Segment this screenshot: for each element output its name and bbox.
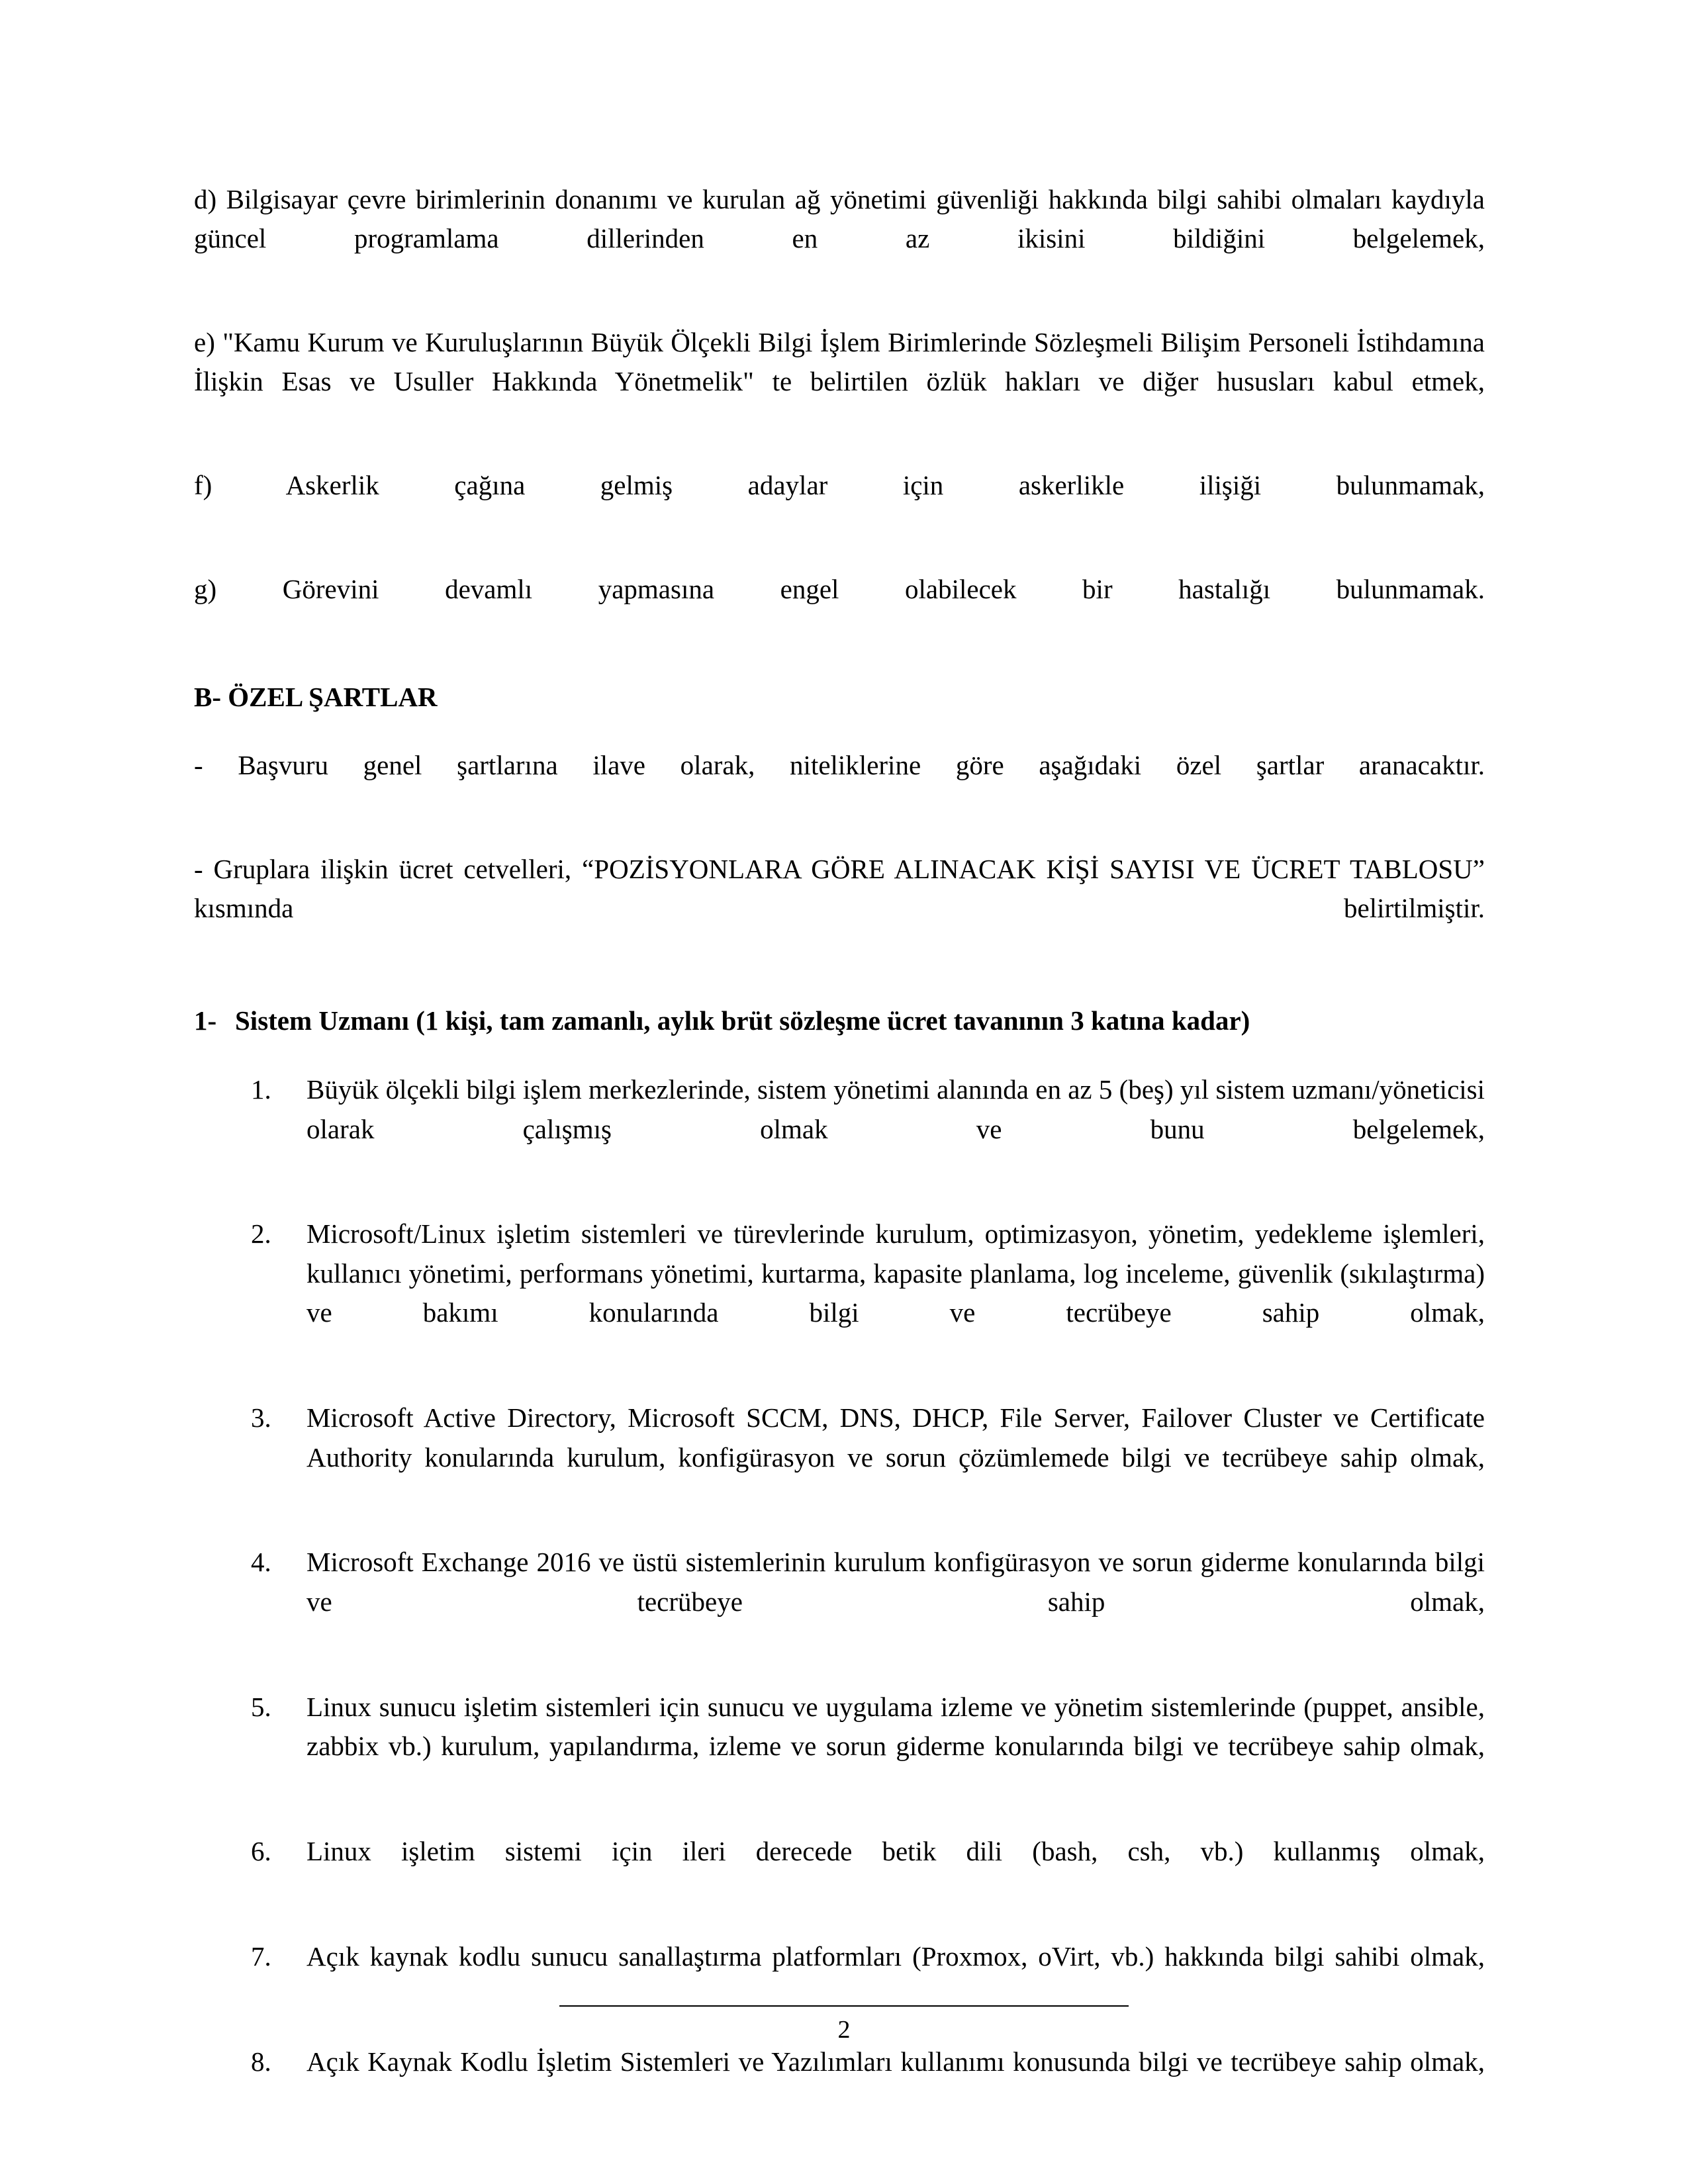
position-group-heading xyxy=(194,1001,1485,1040)
requirement-text: Microsoft/Linux işletim sistemleri ve türevlerinde kurulum, optimizasyon, yönetim, yedekleme işlemleri, kullanıcı yönetimi, performans yönetimi, kurtarma, kapasite planlama, log inceleme, güvenlik (sıkılaştırma) ve bakımı konularında bilgi ve tecrübeye sahip olmak, xyxy=(306,1218,1485,1328)
requirement-text: Microsoft Active Directory, Microsoft SCCM, DNS, DHCP, File Server, Failover Cluster ve Certificate Authority konularında kurulum, konfigürasyon ve sorun çözümlemede bilgi ve tecrübeye sahip olmak, xyxy=(306,1402,1485,1473)
page-footer xyxy=(0,2005,1688,2042)
general-condition-g: g) Görevini devamlı yapmasına engel olabilecek bir hastalığı bulunmamak. xyxy=(194,574,1485,605)
special-conditions-note-2: - Gruplara ilişkin ücret cetvelleri, “POZİSYONLARA GÖRE ALINACAK KİŞİ SAYISI VE ÜCRET TABLOSU” kısmında belirtilmiştir. xyxy=(194,853,1485,923)
requirement-text: Linux işletim sistemi için ileri derecede betik dili (bash, csh, vb.) kullanmış olmak, xyxy=(306,1836,1485,1867)
requirement-item xyxy=(194,1937,1485,2016)
requirement-item xyxy=(194,1832,1485,1911)
requirement-text: Linux sunucu işletim sistemleri için sunucu ve uygulama izleme ve yönetim sistemlerinde (puppet, ansible, zabbix vb.) kurulum, yapılandırma, izleme ve sorun giderme konularında bilgi ve tecrübeye sahip olmak, xyxy=(306,1691,1485,1762)
position-group-number: 1- xyxy=(194,1005,217,1036)
requirement-number: 1. xyxy=(251,1074,271,1105)
requirement-number: 3. xyxy=(251,1402,271,1433)
requirement-item xyxy=(194,1543,1485,1661)
requirement-number: 2. xyxy=(251,1218,271,1250)
document-body xyxy=(194,180,1485,2148)
general-condition-f: f) Askerlik çağına gelmiş adaylar için askerlikle ilişiği bulunmamak, xyxy=(194,470,1485,501)
requirement-item xyxy=(194,1398,1485,1516)
section-heading-special-conditions: B- ÖZEL ŞARTLAR xyxy=(194,682,438,713)
general-condition-e: e) "Kamu Kurum ve Kuruluşlarının Büyük Ölçekli Bilgi İşlem Birimlerinde Sözleşmeli Bilişim Personeli İstihdamına İlişkin Esas ve Usuller Hakkında Yönetmelik" te belirtilen özlük hakları ve diğer hususları kabul etmek, xyxy=(194,327,1485,397)
requirement-item xyxy=(194,2042,1485,2121)
requirement-text: Açık kaynak kodlu sunucu sanallaştırma platformları (Proxmox, oVirt, vb.) hakkında bilgi sahibi olmak, xyxy=(306,1940,1485,1972)
special-conditions-note-1: - Başvuru genel şartlarına ilave olarak, niteliklerine göre aşağıdaki özel şartlar aranacaktır. xyxy=(194,749,1485,780)
footer-separator-line xyxy=(559,2005,1129,2007)
requirement-number: 8. xyxy=(251,2046,271,2077)
general-condition-d: d) Bilgisayar çevre birimlerinin donanımı ve kurulan ağ yönetimi güvenliği hakkında bilgi sahibi olmaları kaydıyla güncel programlama dillerinden en az ikisini bildiğini belgelemek, xyxy=(194,184,1485,254)
requirement-text: Büyük ölçekli bilgi işlem merkezlerinde, sistem yönetimi alanında en az 5 (beş) yıl sistem uzmanı/yöneticisi olarak çalışmış olmak ve bunu belgelemek, xyxy=(306,1074,1485,1144)
requirement-item xyxy=(194,1214,1485,1372)
requirement-item xyxy=(194,1688,1485,1805)
requirement-number: 4. xyxy=(251,1547,271,1578)
page-number: 2 xyxy=(837,2016,851,2044)
position-group-title: Sistem Uzmanı (1 kişi, tam zamanlı, aylık brüt sözleşme ücret tavanının 3 katına kadar) xyxy=(235,1005,1250,1036)
requirement-number: 5. xyxy=(251,1691,271,1722)
requirement-text: Microsoft Exchange 2016 ve üstü sistemlerinin kurulum konfigürasyon ve sorun giderme konularında bilgi ve tecrübeye sahip olmak, xyxy=(306,1547,1485,1617)
requirement-number: 6. xyxy=(251,1836,271,1867)
requirements-list xyxy=(194,1070,1485,2121)
requirement-number: 7. xyxy=(251,1940,271,1972)
requirement-item xyxy=(194,1070,1485,1188)
requirement-text: Açık Kaynak Kodlu İşletim Sistemleri ve Yazılımları kullanımı konusunda bilgi ve tecrübeye sahip olmak, xyxy=(306,2046,1485,2077)
